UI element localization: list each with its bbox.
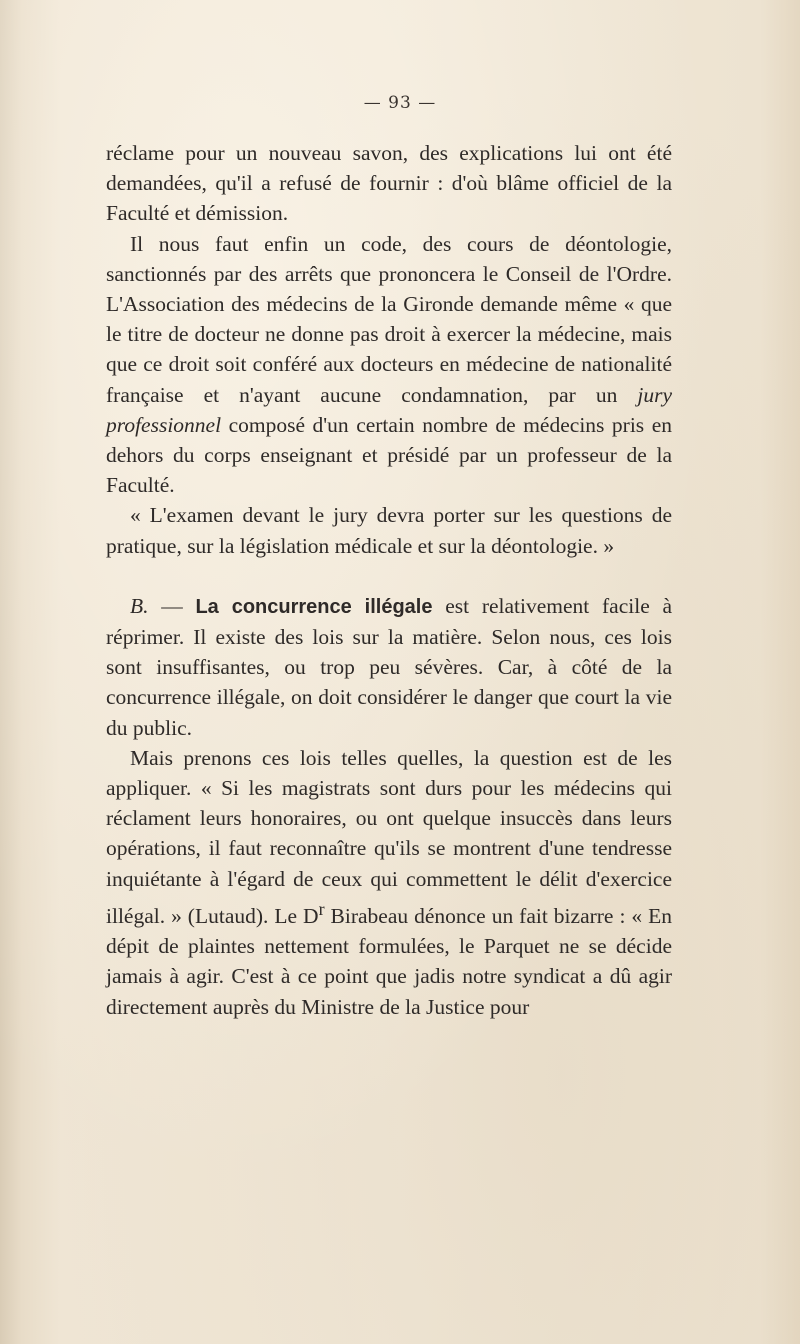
paragraph-text: Birabeau dénonce un fait bizarre : « En dépit de plaintes nettement formulées, le Parquet ne se décide jamais à agir. C'est à ce point que jadis notre syndicat a dû agir directement auprès du Ministre de la Justice pour [106, 904, 673, 1019]
paragraph-text: réclame pour un nouveau savon, des explications lui ont été demandées, qu'il a refusé de fournir : d'où blâme officiel de la Faculté et démission. [106, 141, 672, 226]
superscript: r [318, 898, 325, 919]
paragraph: B. — La concurrence illégale est relativement facile à réprimer. Il existe des lois sur la matière. Selon nous, ces lois sont insuffisantes, ou trop peu sévères. Car, à côté de la concurrence illégale, on doit considérer le danger que court la vie du public. [106, 593, 673, 740]
page-number: — 93 — [363, 93, 437, 113]
paragraph-text: Mais prenons ces lois telles quelles, la question est de les appliquer. « Si les magistrats sont durs pour les médecins qui réclament leurs honoraires, ou ont quelque insuccès dans leurs opérations, il faut reconnaître qu'ils se montrent d'une tendresse inquiétante à l'égard de ceux qui commettent le délit d'exercice illégal. » (Lutaud). Le D [106, 745, 672, 929]
paragraph-text: Il nous faut enfin un code, des cours de déontologie, sanctionnés par des arrêts que prononcera le Conseil de l'Ordre. L'Association des médecins de la Gironde demande même « que le titre de docteur ne donne pas droit à exercer la médecine, mais que ce droit soit conféré aux docteurs en médecine de nationalité française et n'ayant aucune condamnation, par un [106, 231, 672, 407]
paragraph [106, 500, 672, 560]
italic-phrase: jury professionnel [106, 382, 672, 437]
paragraph-text: composé d'un certain nombre de médecins pris en dehors du corps enseignant et présidé par un professeur de la Faculté. [106, 412, 672, 498]
body-text [106, 138, 672, 1022]
paragraph-text: « L'examen devant le jury devra porter sur les questions de pratique, sur la législation médicale et sur la déontologie. » [106, 503, 672, 558]
paragraph [106, 229, 672, 501]
paragraph-text: est relativement facile à réprimer. Il existe des lois sur la matière. Selon nous, ces lois sont insuffisantes, ou trop peu sévères. Car, à côté de la concurrence illégale, on doit considérer le danger que court la vie du public. [106, 593, 673, 740]
section-letter: B. [130, 593, 149, 618]
paragraph [106, 743, 672, 1022]
section-heading: La concurrence illégale [195, 595, 433, 618]
paragraph [106, 138, 672, 229]
